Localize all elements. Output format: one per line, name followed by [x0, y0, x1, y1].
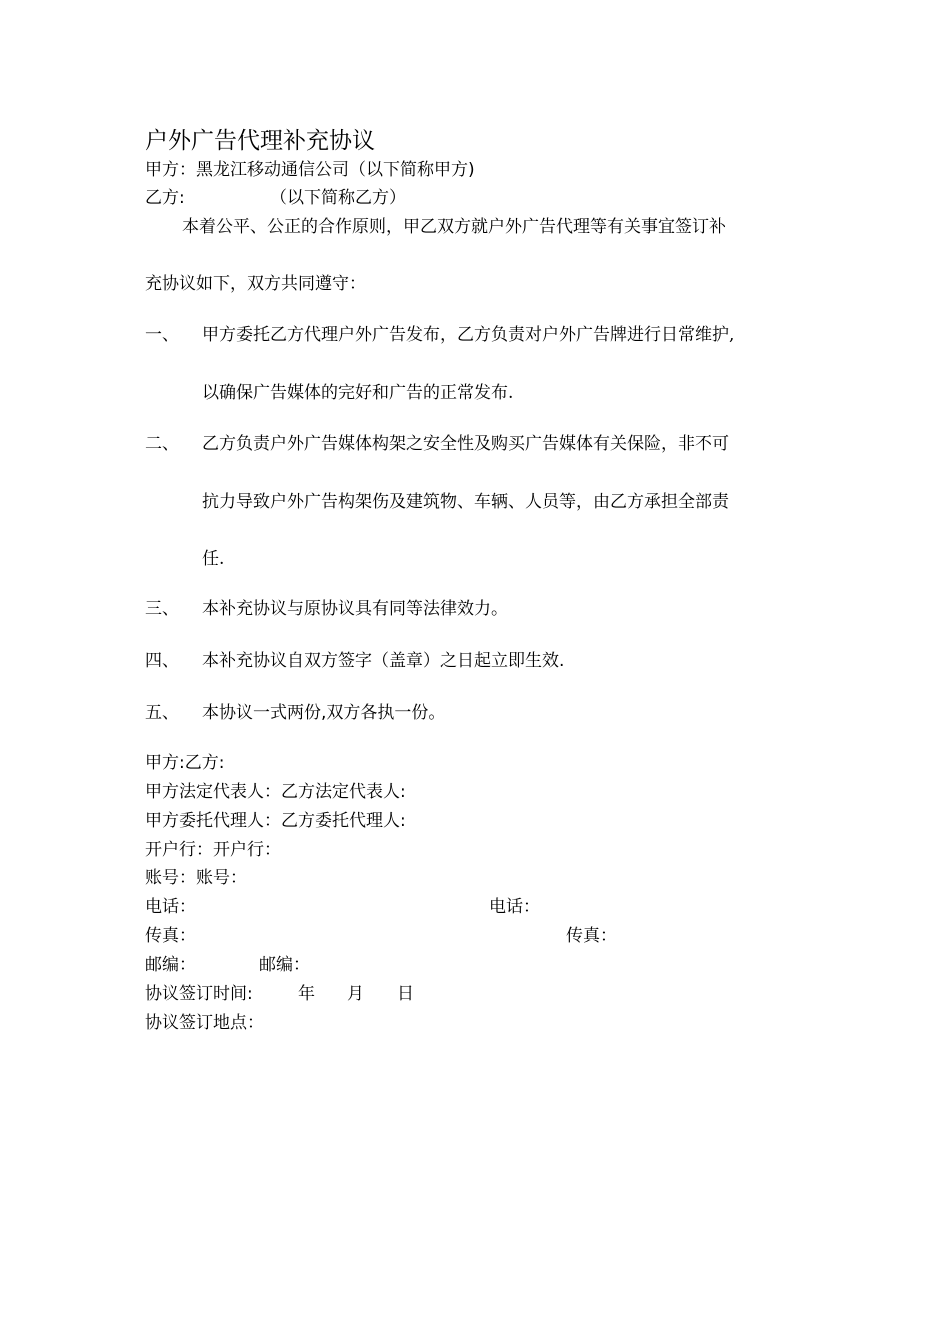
clause-1-number: 一、 [145, 325, 179, 345]
signature-day: 日 [397, 984, 414, 1004]
signature-place: 协议签订地点： [145, 1013, 264, 1033]
signature-phone-a: 电话： [145, 897, 196, 917]
document-title: 户外广告代理补充协议 [145, 128, 375, 154]
intro-line-2: 充协议如下，双方共同遵守： [145, 274, 366, 294]
signature-bank: 开户行：开户行： [145, 840, 281, 860]
signature-phone-b: 电话： [489, 897, 540, 917]
clause-4-number: 四、 [145, 651, 179, 671]
clause-4-text: 本补充协议自双方签字（盖章）之日起立即生效. [202, 651, 565, 671]
clause-1-line-2: 以确保广告媒体的完好和广告的正常发布. [202, 383, 514, 403]
clause-2-number: 二、 [145, 434, 179, 454]
signature-agent: 甲方委托代理人：乙方委托代理人: [145, 811, 406, 831]
signature-legal-rep: 甲方法定代表人：乙方法定代表人: [145, 782, 406, 802]
signature-year: 年 [298, 984, 315, 1004]
signature-account: 账号：账号： [145, 868, 247, 888]
clause-3-text: 本补充协议与原协议具有同等法律效力。 [202, 599, 508, 619]
clause-5-number: 五、 [145, 703, 179, 723]
signature-month: 月 [347, 984, 364, 1004]
signature-parties: 甲方:乙方: [145, 753, 225, 773]
signature-postcode-a: 邮编： [145, 955, 196, 975]
clause-2-line-2: 抗力导致户外广告构架伤及建筑物、车辆、人员等，由乙方承担全部责 [202, 492, 729, 512]
signature-postcode-b: 邮编： [259, 955, 310, 975]
party-b-label: 乙方: [145, 188, 185, 208]
party-b-note: （以下简称乙方） [270, 188, 406, 208]
clause-2-line-3: 任. [202, 549, 225, 569]
party-a-line: 甲方：黑龙江移动通信公司（以下简称甲方) [145, 160, 475, 180]
clause-3-number: 三、 [145, 599, 179, 619]
clause-1-line-1 [202, 324, 734, 346]
clause-1-rest-text: 乙方负责对户外广告牌进行日常维护, [457, 325, 735, 345]
clause-2-line-1: 乙方负责户外广告媒体构架之安全性及购买广告媒体有关保险，非不可 [202, 434, 729, 454]
signature-fax-a: 传真： [145, 926, 196, 946]
signature-time-label: 协议签订时间: [145, 984, 253, 1004]
signature-fax-b: 传真： [566, 926, 617, 946]
intro-line-1: 本着公平、公正的合作原则，甲乙双方就户外广告代理等有关事宜签订补 [182, 217, 726, 237]
clause-1-lead-text: 甲方委托乙方代理户外广告发布， [202, 325, 457, 345]
clause-5-text: 本协议一式两份,双方各执一份。 [202, 703, 446, 723]
